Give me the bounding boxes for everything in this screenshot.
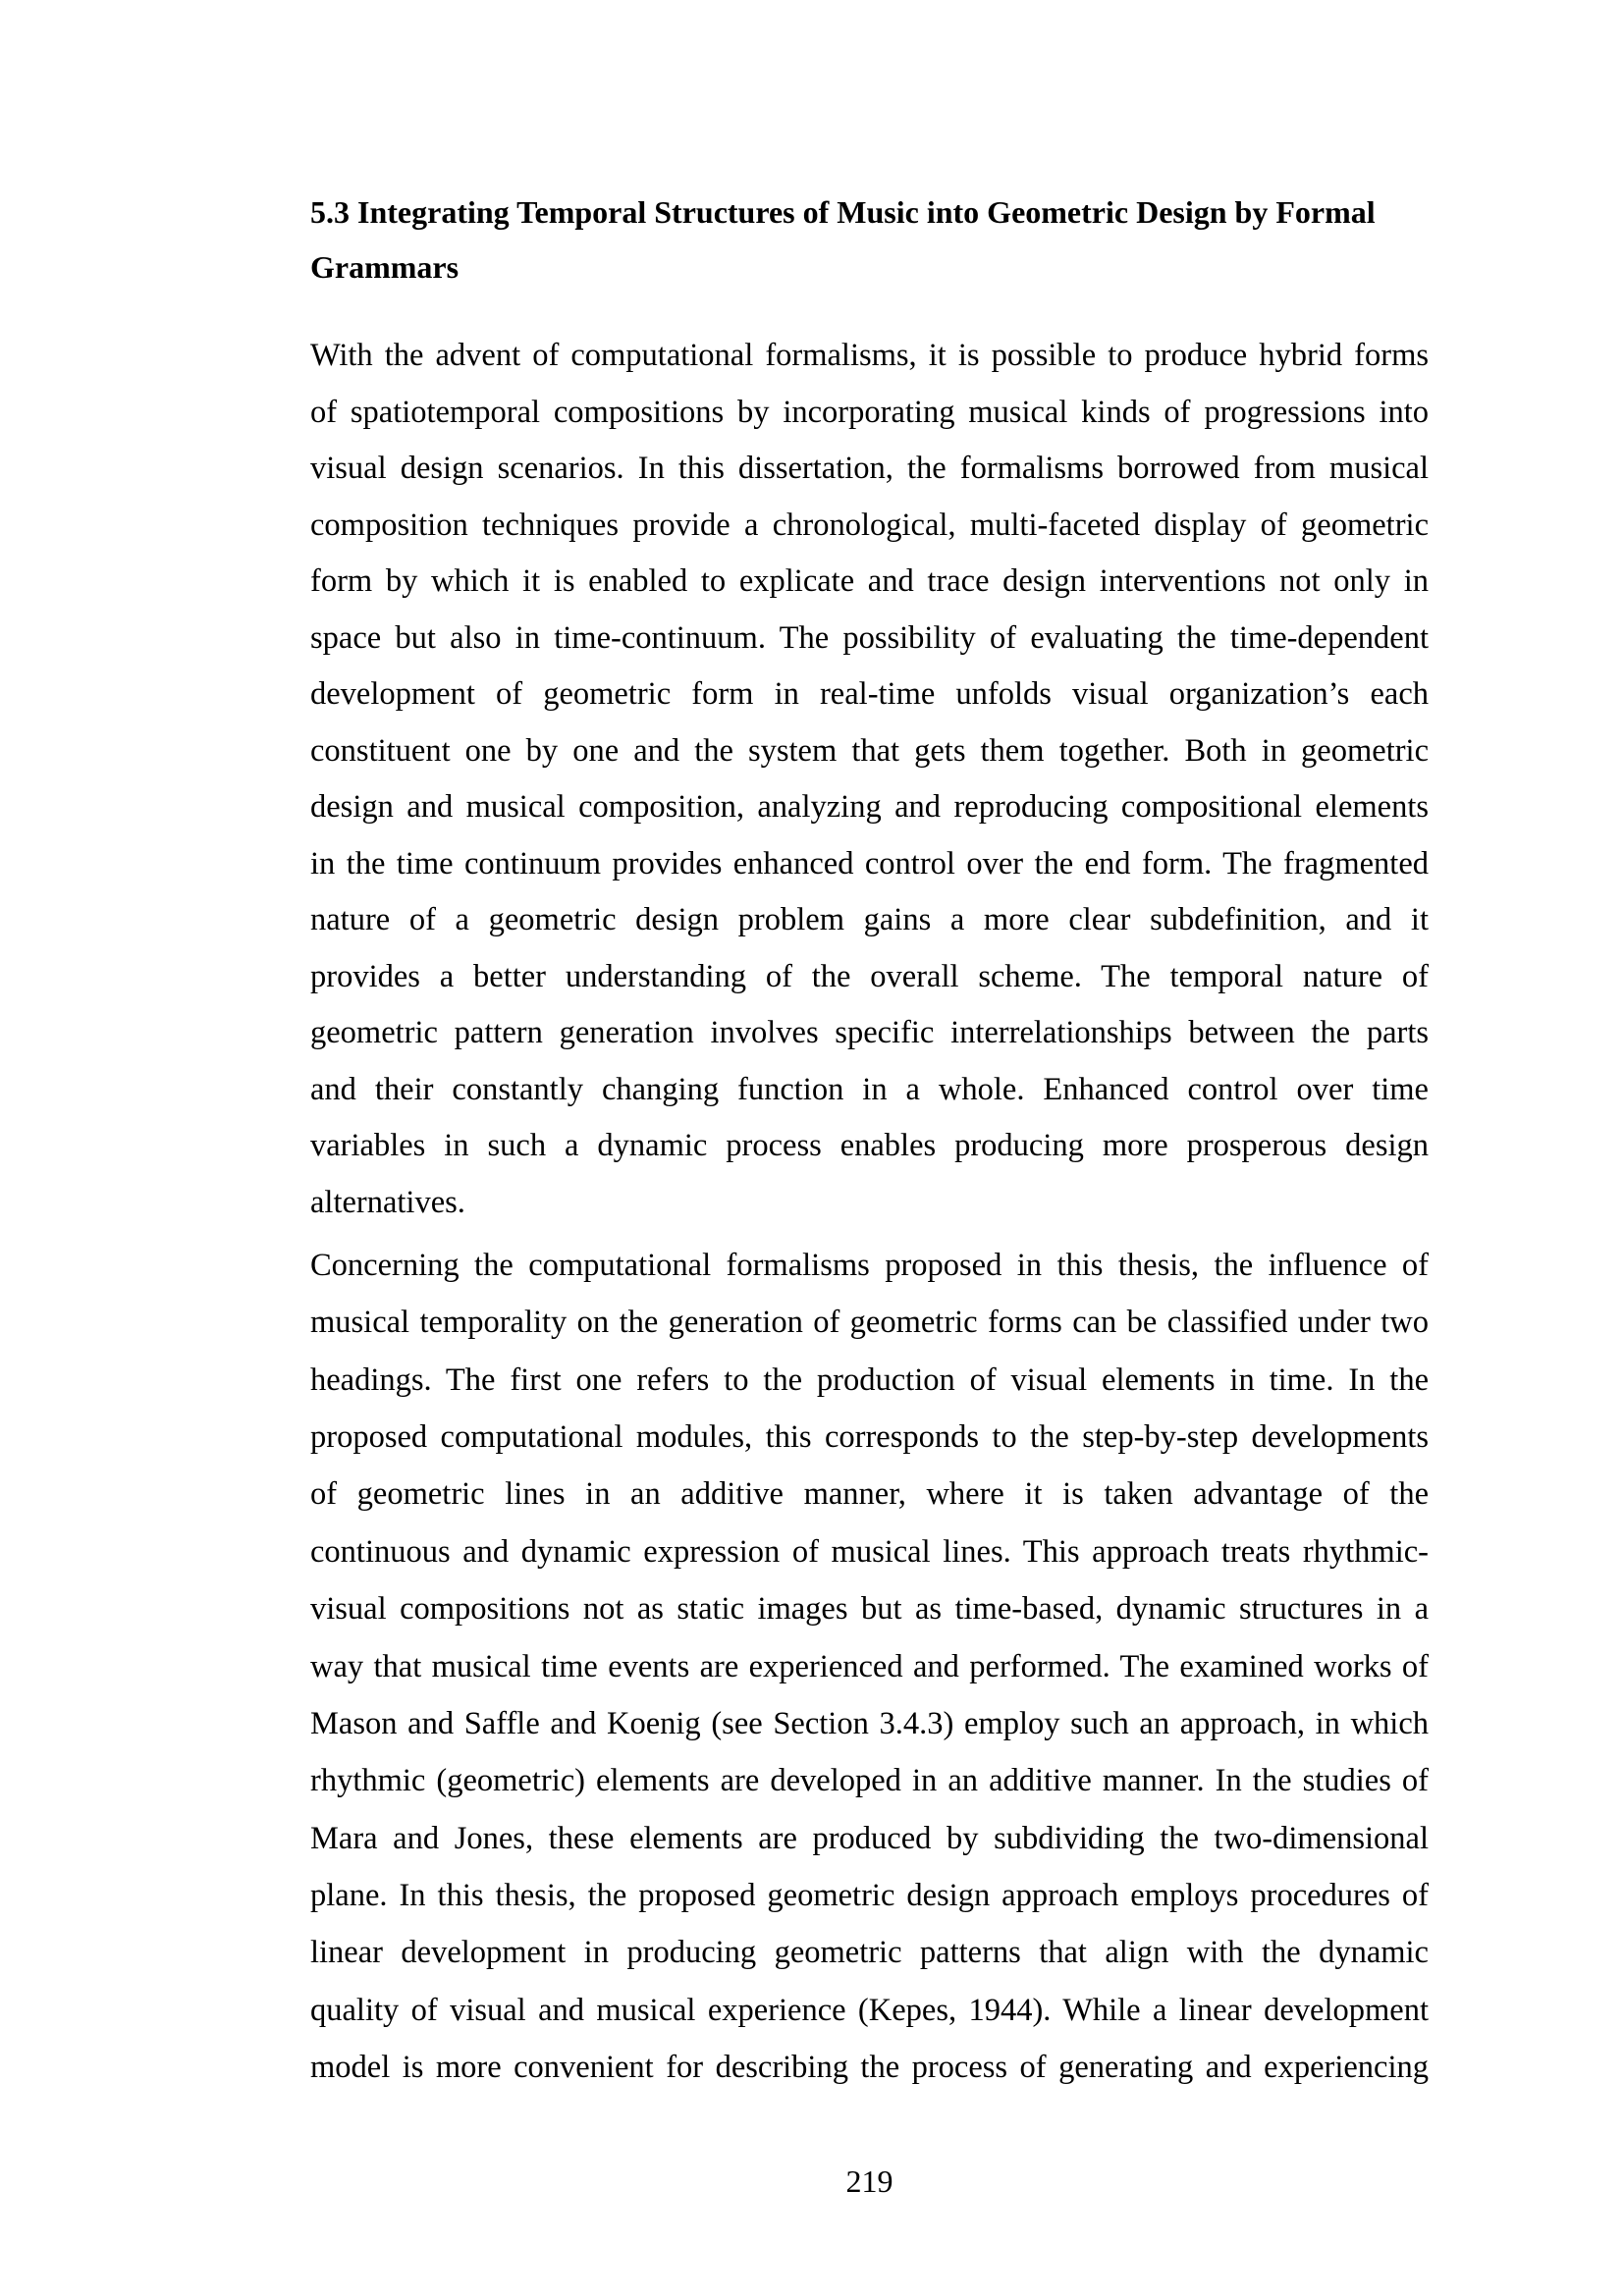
paragraph-line: way that musical time events are experienced and performed. The examined works of — [310, 1648, 1429, 1684]
paragraph-line: composition techniques provide a chronological, multi-faceted display of geometric — [310, 507, 1429, 543]
paragraph-line: alternatives. — [310, 1184, 465, 1220]
paragraph-line: proposed computational modules, this corresponds to the step-by-step developments — [310, 1419, 1429, 1456]
body-paragraph — [310, 328, 1429, 1232]
section-heading-line: Grammars — [310, 249, 460, 285]
paragraph-line: musical temporality on the generation of geometric forms can be classified under two — [310, 1305, 1429, 1341]
paragraph-line: With the advent of computational formalisms, it is possible to produce hybrid forms — [310, 338, 1429, 373]
paragraph-line: in the time continuum provides enhanced control over the end form. The fragmented — [310, 845, 1429, 881]
paragraph-line: visual compositions not as static images but as time-based, dynamic structures in a — [310, 1591, 1429, 1628]
paragraph-line: Mara and Jones, these elements are produced by subdividing the two-dimensional — [310, 1820, 1429, 1856]
paragraph-line: and their constantly changing function in a whole. Enhanced control over time — [310, 1071, 1429, 1107]
paragraph-line: form by which it is enabled to explicate and trace design interventions not only in — [310, 563, 1429, 600]
paragraph-line: nature of a geometric design problem gains a more clear subdefinition, and it — [310, 902, 1429, 938]
paragraph-line: Mason and Saffle and Koenig (see Section 3.4.3) employ such an approach, in which — [310, 1705, 1429, 1741]
paragraph-line: of geometric lines in an additive manner, where it is taken advantage of the — [310, 1476, 1429, 1513]
body-paragraph — [310, 1237, 1429, 2096]
paragraph-line: of spatiotemporal compositions by incorporating musical kinds of progressions into — [310, 394, 1429, 430]
paragraph-line: model is more convenient for describing the process of generating and experiencing — [310, 2050, 1429, 2086]
paragraph-line: headings. The first one refers to the production of visual elements in time. In the — [310, 1362, 1429, 1398]
paragraph-line: constituent one by one and the system that gets them together. Both in geometric — [310, 732, 1429, 769]
paragraph-line: continuous and dynamic expression of musical lines. This approach treats rhythmic- — [310, 1533, 1429, 1570]
paragraph-line: variables in such a dynamic process enables producing more prosperous design — [310, 1128, 1429, 1164]
paragraph-line: plane. In this thesis, the proposed geometric design approach employs procedures of — [310, 1877, 1429, 1913]
page-number: 219 — [845, 2163, 893, 2199]
paragraph-line: space but also in time-continuum. The possibility of evaluating the time-dependent — [310, 619, 1429, 656]
paragraph-line: linear development in producing geometric patterns that align with the dynamic — [310, 1935, 1429, 1971]
section-heading — [310, 185, 1429, 294]
paragraph-line: visual design scenarios. In this dissertation, the formalisms borrowed from musical — [310, 451, 1429, 487]
paragraph-line: provides a better understanding of the overall scheme. The temporal nature of — [310, 958, 1429, 994]
paragraph-line: geometric pattern generation involves specific interrelationships between the parts — [310, 1015, 1429, 1051]
paragraph-line: design and musical composition, analyzing and reproducing compositional elements — [310, 789, 1429, 826]
section-heading-line: 5.3 Integrating Temporal Structures of Music into Geometric Design by Formal — [310, 194, 1376, 230]
paragraph-line: Concerning the computational formalisms proposed in this thesis, the influence of — [310, 1248, 1429, 1283]
paragraph-line: development of geometric form in real-time unfolds visual organization’s each — [310, 676, 1429, 713]
paragraph-line: rhythmic (geometric) elements are developed in an additive manner. In the studies of — [310, 1763, 1429, 1799]
paragraph-line: quality of visual and musical experience (Kepes, 1944). While a linear development — [310, 1992, 1429, 2028]
